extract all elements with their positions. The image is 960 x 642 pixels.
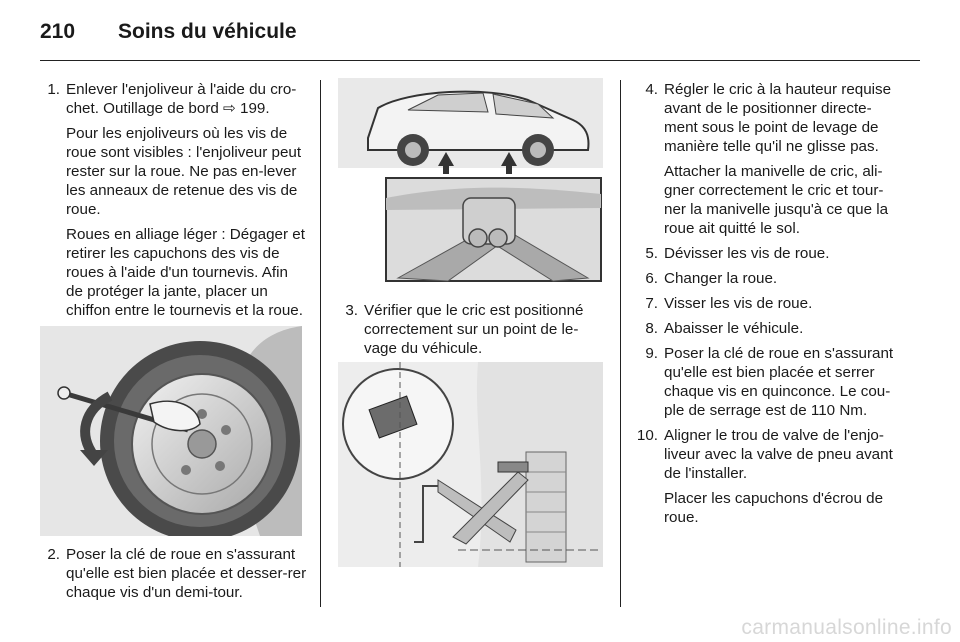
- column-1: [40, 80, 308, 326]
- watermark: carmanualsonline.info: [741, 616, 952, 639]
- page-number: 210: [40, 20, 76, 43]
- step-text: Enlever l'enjoliveur à l'aide du cro-chet. Outillage de bord ⇨ 199.: [66, 81, 297, 117]
- step-number: 4.: [645, 81, 658, 98]
- step-text: Vérifier que le cric est positionné correctement sur un point de le-vage du véhicule.: [364, 302, 584, 357]
- step-text: Aligner le trou de valve de l'enjo-liveur avec la valve de pneu avant de l'installer.: [664, 427, 893, 482]
- step-number: 9.: [645, 345, 658, 362]
- wheel-wrench-illustration: [40, 326, 302, 536]
- column-3: [638, 80, 902, 533]
- column-divider-left: [320, 80, 321, 607]
- step-6: [638, 269, 902, 288]
- jack-positioning-illustration: [338, 362, 603, 567]
- page-title: Soins du véhicule: [118, 20, 297, 43]
- step-5: [638, 244, 902, 263]
- step-text: Régler le cric à la hauteur requise avant de le positionner directe-ment sous le point de levage de manière telle qu'il ne glisse pas.: [664, 81, 892, 155]
- step-number: 1.: [47, 81, 60, 98]
- note-alloy-wheels: Roues en alliage léger : Dégager et retirer les capuchons des vis de roues à l'aide d'un tournevis. Afin de protéger la jante, placer un chiffon entre le tournevis et la roue.: [66, 226, 305, 319]
- step-text: Changer la roue.: [664, 270, 778, 287]
- step-number: 2.: [47, 546, 60, 563]
- step-text: Poser la clé de roue en s'assurant qu'elle est bien placée et serrer chaque vis en quinconce. Le cou-ple de serrage est de 110 Nm.: [664, 345, 894, 419]
- car-lift-points-illustration: [338, 78, 603, 283]
- step-1: [40, 80, 308, 118]
- column-1-bottom: [40, 545, 308, 608]
- step-text: Poser la clé de roue en s'assurant qu'elle est bien placée et desser-rer chaque vis d'un demi-tour.: [66, 546, 307, 601]
- step-2: [40, 545, 308, 602]
- step-text: Abaisser le véhicule.: [664, 320, 804, 337]
- step-number: 3.: [345, 302, 358, 319]
- step-9: [638, 344, 902, 420]
- step-3: [338, 301, 606, 358]
- column-divider-right: [620, 80, 621, 607]
- step-number: 5.: [645, 245, 658, 262]
- step-number: 10.: [636, 427, 658, 444]
- page-header: [40, 14, 297, 50]
- step-text: Visser les vis de roue.: [664, 295, 813, 312]
- step-number: 7.: [645, 295, 658, 312]
- step-4: [638, 80, 902, 156]
- step-7: [638, 294, 902, 313]
- note-hubcap-visible-screws: Pour les enjoliveurs où les vis de roue sont visibles : l'enjoliveur peut rester sur la roue. Ne pas en-lever les anneaux de retenue des vis de roue.: [66, 125, 302, 218]
- page-reference-icon: ⇨: [223, 100, 236, 117]
- step-10: [631, 426, 902, 483]
- step-number: 6.: [645, 270, 658, 287]
- step-text: Dévisser les vis de roue.: [664, 245, 830, 262]
- note-nut-caps: Placer les capuchons d'écrou de roue.: [664, 490, 884, 526]
- column-2: [338, 301, 606, 364]
- note-attach-crank: Attacher la manivelle de cric, ali-gner correctement le cric et tour-ner la manivelle jusqu'à ce que la roue ait quitté le sol.: [664, 163, 889, 237]
- step-8: [638, 319, 902, 338]
- header-rule: [40, 60, 920, 61]
- step-number: 8.: [645, 320, 658, 337]
